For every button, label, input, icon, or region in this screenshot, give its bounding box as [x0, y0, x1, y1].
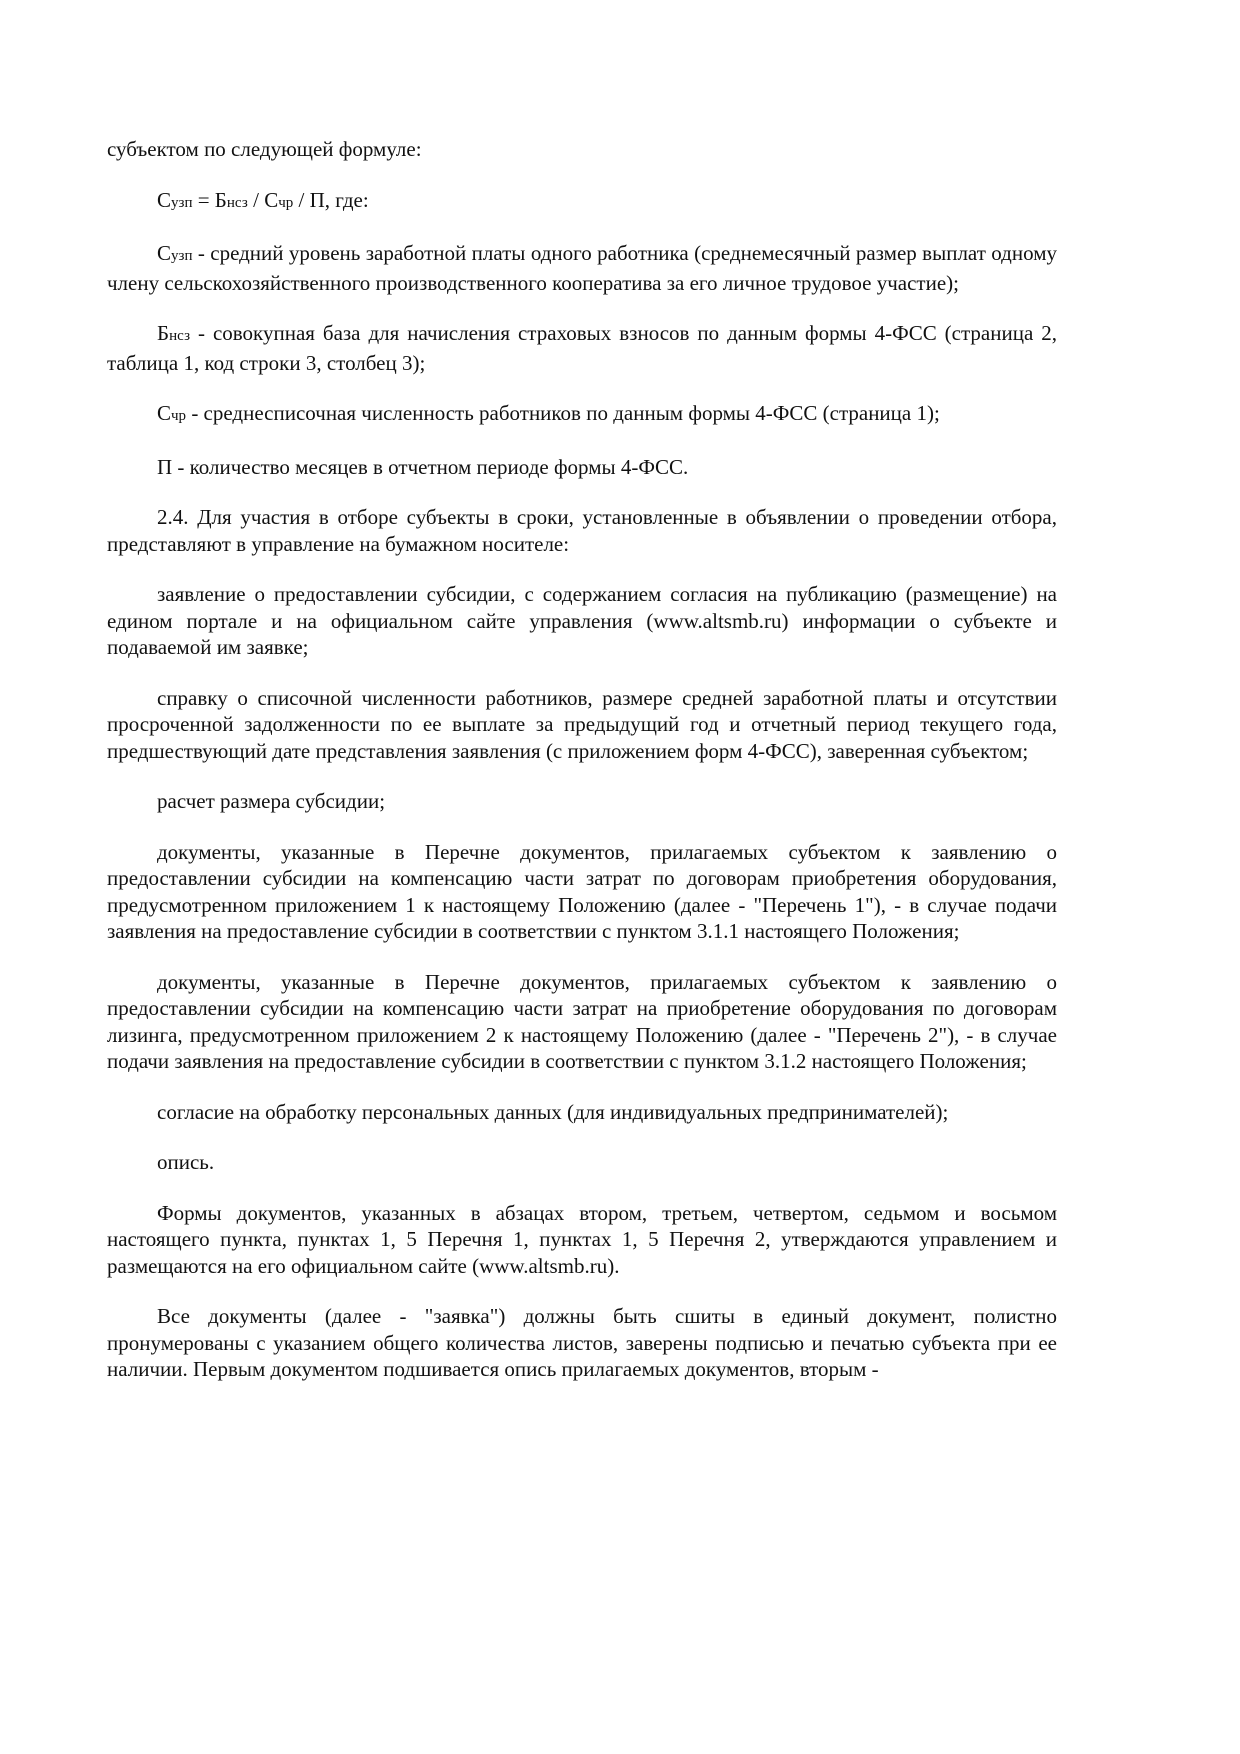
formula	[107, 187, 1057, 217]
paragraph: Формы документов, указанных в абзацах втором, третьем, четвертом, седьмом и восьмом настоящего пункта, пунктах 1, 5 Перечня 1, пунктах 1, 5 Перечня 2, утверждаются управлением и размещаются на его официальном сайте (www.altsmb.ru).	[107, 1200, 1057, 1278]
formula-symbol: / С	[247, 187, 279, 212]
paragraph: Все документы (далее - "заявка") должны быть сшиты в единый документ, полистно пронумерованы с указанием общего количества листов, заверены подписью и печатью субъекта при ее наличии. Первым документом подшивается опись прилагаемых документов, вторым -	[107, 1304, 1057, 1381]
formula-subscript: нсз	[226, 194, 248, 211]
paragraph: документы, указанные в Перечне документов, прилагаемых субъектом к заявлению о предоставлении субсидии на компенсацию части затрат на приобретение оборудования по договорам лизинга, предусмотренном приложением 2 к настоящему Положению (далее - "Перечень 2"), - в случае подачи заявления на предоставление субсидии в соответствии с пунктом 3.1.2 настоящего Положения;	[107, 969, 1057, 1073]
formula-subscript: чр	[278, 194, 294, 211]
paragraph: справку о списочной численности работников, размере средней заработной платы и отсутствии просроченной задолженности по ее выплате за предыдущий год и отчетный период текущего года, предшествующий дате представления заявления (с приложением форм 4-ФСС), заверенная субъектом;	[107, 685, 1057, 763]
document-page	[107, 136, 1057, 1407]
formula-rest: / П, где:	[293, 187, 369, 212]
paragraph: согласие на обработку персональных данных (для индивидуальных предпринимателей);	[157, 1099, 949, 1124]
paragraph: опись.	[157, 1150, 215, 1174]
formula-symbol: С	[157, 187, 172, 212]
paragraph: субъектом по следующей формуле:	[107, 137, 422, 161]
paragraph: расчет размера субсидии;	[157, 789, 386, 813]
definition-suzp: Сузп - средний уровень заработной платы одного работника (среднемесячный размер выплат одному члену сельскохозяйственного производственного кооператива за его личное трудовое участие);	[107, 241, 1057, 295]
formula-symbol: = Б	[192, 187, 227, 212]
paragraph: документы, указанные в Перечне документов, прилагаемых субъектом к заявлению о предоставлении субсидии на компенсацию части затрат по договорам приобретения оборудования, предусмотренном приложением 1 к настоящему Положению (далее - "Перечень 1"), - в случае подачи заявления на предоставление субсидии в соответствии с пунктом 3.1.1 настоящего Положения;	[107, 839, 1057, 943]
definition-schr: Счр - среднесписочная численность работников по данным формы 4-ФСС (страница 1);	[157, 401, 940, 425]
paragraph: заявление о предоставлении субсидии, с содержанием согласия на публикацию (размещение) на едином портале и на официальном сайте управления (www.altsmb.ru) информации о субъекте и подаваемой им заявке;	[107, 582, 1057, 659]
definition-bnsz: Бнсз - совокупная база для начисления страховых взносов по данным формы 4-ФСС (страница 2, таблица 1, код строки 3, столбец 3);	[107, 321, 1057, 375]
paragraph: 2.4. Для участия в отборе субъекты в сроки, установленные в объявлении о проведении отбора, представляют в управление на бумажном носителе:	[107, 505, 1057, 556]
formula-subscript: узп	[171, 194, 193, 211]
paragraph: П - количество месяцев в отчетном периоде формы 4-ФСС.	[157, 454, 689, 479]
